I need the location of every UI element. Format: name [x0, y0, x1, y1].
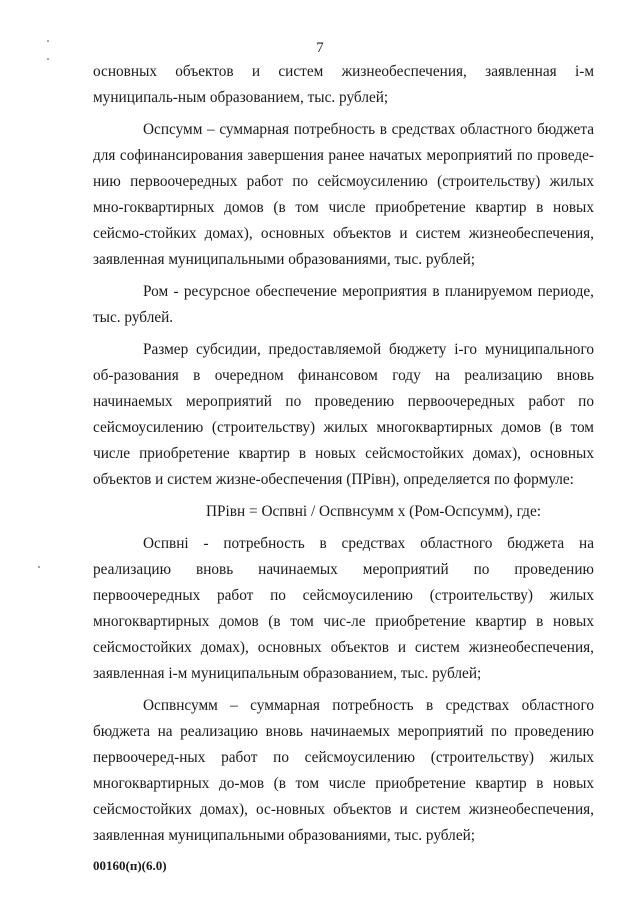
paragraph-ospvnsumm: Оспвнсумм – суммарная потребность в средствах областного бюджета на реализацию вновь начинаемых мероприятий по проведению первоочеред-ных работ по сейсмоусилению (строительству) жилых многоквартирных до-мов (в том числе приобретение квартир в новых сейсмостойких домах), ос-новных объектов и систем жизнеобеспечения, заявленная муниципальными образованиями, тыс. рублей;	[93, 697, 594, 844]
paragraph-rom: Ром - ресурсное обеспечение мероприятия в планируемом периоде, тыс. рублей.	[93, 283, 594, 326]
scan-speck	[38, 566, 40, 568]
paragraph-subsidy: Размер субсидии, предоставляемой бюджету i-го муниципального об-разования в очередном финансовом году на реализацию вновь начинаемых мероприятий по проведению первоочередных работ по сейсмоусилению (строительству) жилых многоквартирных домов (в том числе приобретение квартир в новых сейсмостойких домах), основных объектов и систем жизне-обеспечения (ПРiвн), определяется по формуле:	[93, 341, 594, 488]
document-code: 00160(п)(6.0)	[93, 858, 167, 873]
page-number: 7	[316, 40, 324, 56]
paragraph-ospsumm: Оспсумм – суммарная потребность в средствах областного бюджета для софинансирования завершения ранее начатых мероприятий по проведе-нию первоочередных работ по сейсмоусилению (строительству) жилых мно-гоквартирных домов (в том числе приобретение квартир в новых сейсмо-стойких домах), основных объектов и систем жизнеобеспечения, заявленная муниципальными образованиями, тыс. рублей;	[93, 121, 594, 268]
formula: ПРiвн = Оспвнi / Оспвнсумм x (Ром-Оспсумм), где:	[205, 503, 542, 520]
paragraph-continuation: основных объектов и систем жизнеобеспечения, заявленная i-м муниципаль-ным образованием, тыс. рублей;	[93, 63, 594, 106]
paragraph-ospvni: Оспвнi - потребность в средствах областного бюджета на реализацию вновь начинаемых мероприятий по проведению первоочередных работ по сейсмоусилению (строительству) жилых многоквартирных домов (в том чис-ле приобретение квартир в новых сейсмостойких домах), основных объектов и систем жизнеобеспечения, заявленная i-м муниципальным образованием, тыс. рублей;	[93, 535, 594, 682]
scan-speck	[47, 58, 49, 60]
document-body	[93, 59, 594, 849]
scan-speck	[47, 40, 49, 42]
